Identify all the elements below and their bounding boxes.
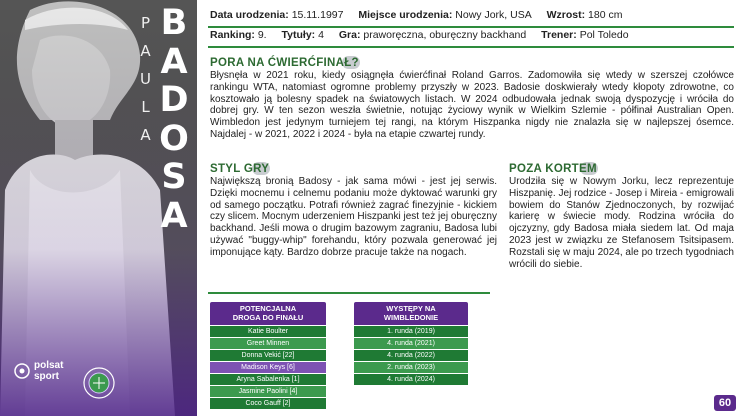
last-name-letter: B (160, 3, 188, 43)
brand-line1: polsat (34, 360, 64, 371)
player-last-name (156, 4, 192, 235)
table-row: 4. runda (2021) (354, 338, 468, 349)
table-row: Donna Vekić [22] (210, 350, 326, 361)
player-photo-panel (0, 0, 197, 416)
table-row: 4. runda (2024) (354, 374, 468, 385)
last-name-letter: A (160, 41, 188, 82)
section-divider (208, 292, 490, 294)
style-text: Największą bronią Badosy - jak sama mówi - jest jej serwis. Dzięki mocnemu i celnemu podaniu może dyktować warunki gry od samego początku. Potrafi również zagrać finezyjnie - kickiem czy slicem. Mocnym uderzeniem Hiszpanki jest też jej oburęczny backhand. Jeśli mowa o drugim bazowym zagraniu, Badosa lubi używać "buggy-whip" forehandu, który pozwala generować jej imponujące kąty. Bardzo dobrze pracuje także na nogach. (210, 176, 497, 258)
first-name-letter: A (140, 42, 152, 60)
play-label: Gra: (338, 29, 361, 41)
wimbledon-results-table (354, 302, 468, 385)
style-title: STYL GRY (210, 163, 270, 175)
ranking-label: Ranking: (210, 29, 255, 41)
birthplace-label: Miejsce urodzenia: (358, 9, 453, 21)
path-table-header-line1: POTENCJALNA (239, 304, 297, 313)
info-row-2 (210, 29, 629, 41)
path-table-header (210, 302, 326, 325)
last-name-letter: A (160, 195, 188, 236)
table-row: Greet Minnen (210, 338, 326, 349)
birthplace-value: Nowy Jork, USA (455, 9, 532, 21)
table-row: Madison Keys [6] (210, 362, 326, 373)
dob-value: 15.11.1997 (291, 9, 344, 21)
first-name-letter: P (140, 14, 152, 32)
path-table-header-line2: DROGA DO FINAŁU (232, 313, 304, 322)
last-name-letter: D (159, 80, 189, 120)
table-row: Katie Boulter (210, 326, 326, 337)
height-label: Wzrost: (546, 9, 586, 21)
wimbledon-table-header-line2: WIMBLEDONIE (383, 313, 439, 322)
table-row: 2. runda (2023) (354, 362, 468, 373)
first-name-letter: U (140, 70, 152, 88)
first-name-letter: L (141, 98, 151, 116)
ranking-value: 9. (257, 29, 267, 41)
last-name-letter: S (161, 157, 187, 197)
wimbledon-logo-icon (82, 366, 116, 400)
play-value: praworęczna, oburęczny backhand (363, 29, 527, 41)
table-row: 1. runda (2019) (354, 326, 468, 337)
info-row-1 (210, 9, 622, 21)
polsat-dots-icon (14, 363, 30, 379)
dob-label: Data urodzenia: (210, 9, 289, 21)
titles-value: 4 (318, 29, 324, 41)
path-to-final-table (210, 302, 326, 409)
wimbledon-table-header (354, 302, 468, 325)
titles-label: Tytuły: (281, 29, 316, 41)
table-row: Coco Gauff [2] (210, 398, 326, 409)
wimbledon-table-header-line1: WYSTĘPY NA (386, 304, 436, 313)
page-number: 60 (714, 395, 736, 411)
quarterfinal-title: PORA NA ĆWIERĆFINAŁ? (210, 57, 359, 69)
player-first-name (137, 14, 155, 144)
polsat-sport-logo (14, 360, 63, 382)
info-divider-2 (208, 46, 734, 48)
coach-value: Pol Toledo (579, 29, 629, 41)
coach-label: Trener: (541, 29, 577, 41)
table-row: Aryna Sabalenka [1] (210, 374, 326, 385)
brand-line2: sport (34, 371, 59, 382)
off-court-title: POZA KORTEM (509, 163, 597, 175)
height-value: 180 cm (588, 9, 623, 21)
quarterfinal-text: Błysnęła w 2021 roku, kiedy osiągnęła ćwierćfinał Roland Garros. Zadomowiła się wtedy w szerszej czołówce rankingu WTA, natomiast ogromne problemy przyszły w 2023. Badosie doskwierały wtedy kłopoty zdrowotne, co kosztowało ją bolesny spadek na światowych listach. W 2024 odbudowała jednak swoją dyspozycję i wróciła do dobrej gry. W ten sezon weszła świetnie, notując życiowy wynik w Wielkim Szlemie - półfinał Australian Open. Wimbledon jest jedynym turniejem tej rangi, na którym Hiszpanka nigdy nie znalazła się w najlepszej ósemce. Najdalej - w 2021, 2022 i 2024 - była na etapie czwartej rundy. (210, 70, 734, 140)
info-divider-1 (208, 26, 734, 28)
table-row: Jasmine Paolini [4] (210, 386, 326, 397)
first-name-letter: A (140, 126, 152, 144)
off-court-text: Urodziła się w Nowym Jorku, lecz reprezentuje Hiszpanię. Jej rodzice - Josep i Mireia - emigrowali bowiem do Stanów Zjednoczonych, by rozwijać karierę w świecie mody. Rodzina wróciła do ojczyzny, gdy Badosa miała siedem lat. Od maja 2023 jest w związku ze Stefanosem Tsitsipasem. Rozstali się w maju 2024, ale po trzech tygodniach wrócili do siebie. (509, 176, 734, 270)
table-row: 4. runda (2022) (354, 350, 468, 361)
last-name-letter: O (159, 118, 189, 159)
